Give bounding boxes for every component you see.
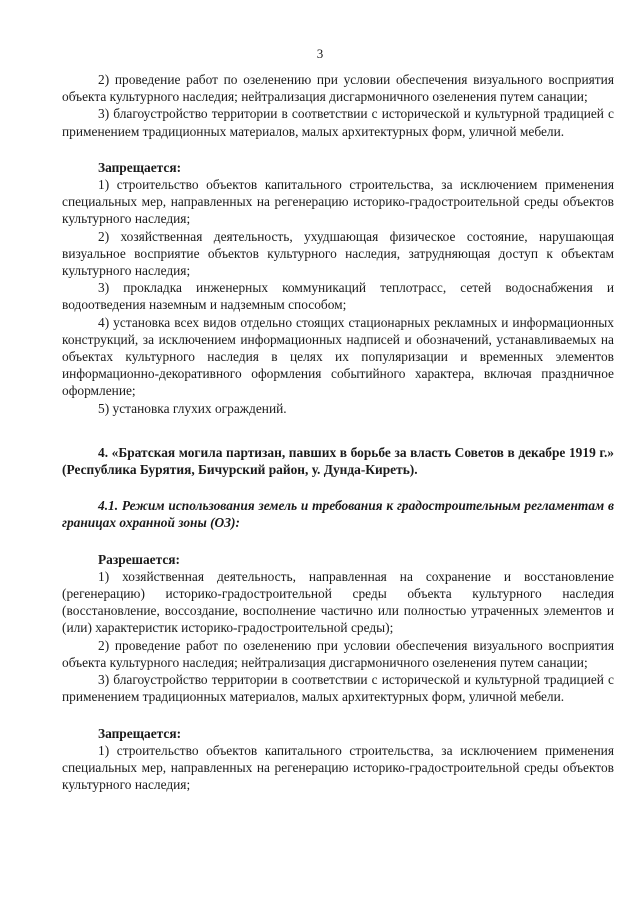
paragraph: 3) прокладка инженерных коммуникаций теплотрасс, сетей водоснабжения и водоотведения наземным и надземным способом; — [62, 280, 614, 313]
paragraph: 2) хозяйственная деятельность, ухудшающая физическое состояние, нарушающая визуальное восприятие объектов культурного наследия, затрудняющая доступ к объектам культурного наследия; — [62, 228, 614, 279]
paragraph: 1) строительство объектов капитального строительства, за исключением применения специальных мер, направленных на регенерацию историко-градостроительной среды объектов культурного наследия; — [62, 177, 614, 227]
section-title: 4. «Братская могила партизан, павших в борьбе за власть Советов в декабре 1919 г.» (Республика Бурятия, Бичурский район, у. Дунда-Киреть). — [62, 444, 614, 478]
allowed-heading: Разрешается: — [98, 551, 180, 567]
forbidden-heading: Запрещается: — [98, 725, 182, 741]
forbidden-heading: Запрещается: — [98, 159, 182, 175]
paragraph: 3) благоустройство территории в соответствии с исторической и культурной традицией с применением традиционных материалов, малых архитектурных форм, уличной мебели. — [62, 672, 614, 705]
paragraph: 1) строительство объектов капитального строительства, за исключением применения специальных мер, направленных на регенерацию историко-градостроительной среды объектов культурного наследия; — [62, 742, 614, 793]
paragraph: 2) проведение работ по озеленению при условии обеспечения визуального восприятия объекта культурного наследия; нейтрализация дисгармоничного озеленения путем санации; — [62, 72, 614, 105]
paragraph: 2) проведение работ по озеленению при условии обеспечения визуального восприятия объекта культурного наследия; нейтрализация дисгармоничного озеленения путем санации; — [62, 637, 614, 670]
paragraph: 5) установка глухих ограждений. — [98, 400, 287, 416]
page-number: 3 — [316, 46, 324, 61]
paragraph: 3) благоустройство территории в соответствии с исторической и культурной традицией с применением традиционных материалов, малых архитектурных форм, уличной мебели. — [62, 106, 614, 139]
document-body — [62, 71, 614, 793]
paragraph: 4) установка всех видов отдельно стоящих стационарных рекламных и информационных конструкций, за исключением информационных надписей и обозначений, устанавливаемых на объектах культурного наследия в целях их популяризации и временных элементов информационно-декоративного оформления событийного характера, включая праздничное оформление; — [62, 314, 614, 399]
subsection-title: 4.1. Режим использования земель и требования к градостроительным регламентам в границах охранной зоны (ОЗ): — [62, 498, 614, 531]
paragraph: 1) хозяйственная деятельность, направленная на сохранение и восстановление (регенерацию) историко-градостроительной среды объекта культурного наследия (восстановление, воссоздание, восполнение частично или полностью утраченных элементов и (или) характеристик историко-градостроительной среды); — [62, 568, 614, 636]
